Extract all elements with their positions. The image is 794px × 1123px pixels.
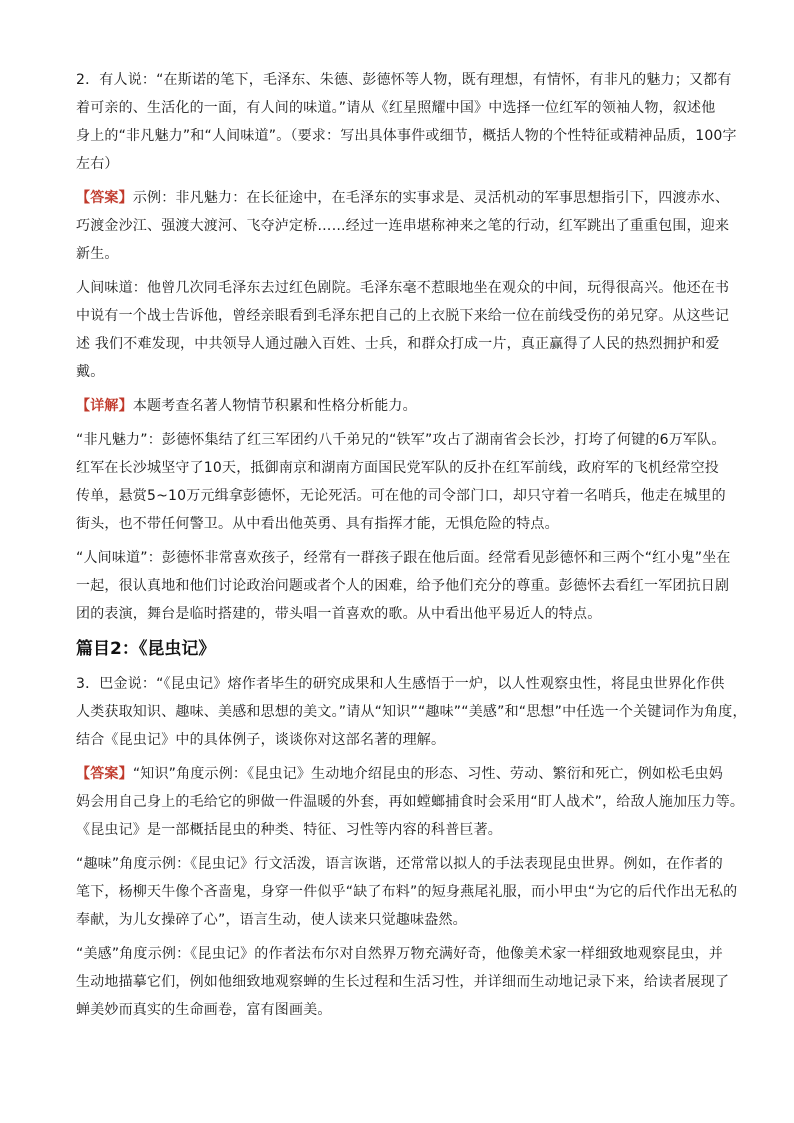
answer-line [76, 184, 730, 212]
detail-line: “人间味道”：彭德怀非常喜欢孩子，经常有一群孩子跟在他后面。经常看见彭德怀和三两个“红小鬼”坐在 [76, 550, 731, 566]
answer-line: 生动地描摹它们，例如他细致地观察蝉的生长过程和生活习性，并详细而生动地记录下来，给读者展现了 [76, 974, 730, 990]
detail-2-part2 [76, 426, 726, 538]
answer-line: 妈会用自己身上的毛给它的卵做一件温暖的外套，再如螳螂捕食时会采用“盯人战术”，给敌人施加压力等。 [76, 794, 745, 810]
answer-3 [76, 760, 745, 844]
answer-line: 《昆虫记》是一部概括昆虫的种类、特征、习性等内容的科普巨著。 [76, 822, 502, 838]
detail-line: 传单，悬赏5~10万元缉拿彭德怀，无论死活。可在他的司令部门口，却只守着一名哨兵，他走在城里的 [76, 488, 726, 504]
question-line: 人类获取知识、趣味、美感和思想的美文。”请从“知识”“趣味”“美感”和“思想”中任选一个关键词作为角度， [76, 704, 747, 720]
answer-line: 新生。 [76, 246, 119, 262]
question-line: 3．巴金说：“《昆虫记》熔作者毕生的研究成果和人生感悟于一炉，以人性观察虫性，将昆虫世界化作供 [76, 676, 725, 692]
detail-2 [76, 392, 726, 420]
answer-line: 戴。 [76, 364, 105, 380]
answer-2 [76, 184, 730, 268]
detail-line: “非凡魅力”：彭德怀集结了红三军团约八千弟兄的“铁军”攻占了湖南省会长沙，打垮了何键的6万军队。 [76, 432, 726, 448]
question-line: 着可亲的、生活化的一面，有人间的味道。”请从《红星照耀中国》中选择一位红军的领袖人物，叙述他 [76, 100, 716, 116]
answer-tag: 【答案】 [76, 766, 133, 782]
section-title: 篇目2：《昆虫记》 [76, 639, 216, 659]
answer-2-part2 [76, 274, 730, 386]
question-line: 左右） [76, 156, 119, 172]
answer-tag: 【答案】 [76, 190, 133, 206]
answer-text: 示例：非凡魅力：在长征途中，在毛泽东的实事求是、灵活机动的军事思想指引下，四渡赤水、 [132, 190, 730, 206]
detail-line: 红军在长沙城坚守了10天，抵御南京和湖南方面国民党军队的反扑在红军前线，政府军的飞机经常空投 [76, 460, 720, 476]
answer-line [76, 760, 726, 788]
question-line: 结合《昆虫记》中的具体例子，谈谈你对这部名著的理解。 [76, 732, 446, 748]
answer-line: 人间味道：他曾几次同毛泽东去过红色剧院。毛泽东毫不惹眼地坐在观众的中间，玩得很高兴。他还在书 [76, 280, 730, 296]
detail-2-part3 [76, 544, 731, 628]
detail-line: 街头，也不带任何警卫。从中看出他英勇、具有指挥才能，无惧危险的特点。 [76, 516, 559, 532]
question-2 [76, 66, 737, 178]
answer-line: 述 我们不难发现，中共领导人通过融入百姓、士兵，和群众打成一片，真正赢得了人民的热烈拥护和爱 [76, 336, 720, 352]
answer-line: 巧渡金沙江、强渡大渡河、飞夺泸定桥……经过一连串堪称神来之笔的行动，红军跳出了重重包围，迎来 [76, 218, 730, 234]
answer-line: 奉献，为儿女操碎了心”，语言生动，使人读来只觉趣味盎然。 [76, 912, 467, 928]
detail-line [76, 392, 726, 420]
question-line: 身上的“非凡魅力”和“人间味道”。（要求：写出具体事件或细节，概括人物的个性特征或精神品质，100字 [76, 128, 737, 144]
document-page [76, 66, 747, 1030]
detail-tag: 【详解】 [76, 398, 133, 414]
detail-line: 一起，很认真地和他们讨论政治问题或者个人的困难，给予他们充分的尊重。彭德怀去看红一军团抗日剧 [76, 578, 730, 594]
answer-line: 蝉美妙而真实的生命画卷，富有图画美。 [76, 1002, 332, 1018]
question-3 [76, 670, 747, 754]
answer-line: 笔下，杨柳天牛像个吝啬鬼，身穿一件似乎“缺了布料”的短身燕尾礼服，而小甲虫“为它的后代作出无私的 [76, 884, 738, 900]
detail-text: 本题考查名著人物情节积累和性格分析能力。 [132, 398, 417, 414]
question-line: 2．有人说：“在斯诺的笔下，毛泽东、朱德、彭德怀等人物，既有理想，有情怀，有非凡的魅力；又都有 [76, 72, 732, 88]
answer-3-part2 [76, 850, 738, 934]
answer-line: 中说有一个战士告诉他，曾经亲眼看到毛泽东把自己的上衣脱下来给一位在前线受伤的弟兄穿。从这些记 [76, 308, 730, 324]
answer-3-part3 [76, 940, 730, 1024]
detail-line: 团的表演，舞台是临时搭建的，带头唱一首喜欢的歌。从中看出他平易近人的特点。 [76, 606, 602, 622]
answer-line: “美感”角度示例：《昆虫记》的作者法布尔对自然界万物充满好奇，他像美术家一样细致地观察昆虫，并 [76, 946, 723, 962]
answer-text: “知识”角度示例：《昆虫记》生动地介绍昆虫的形态、习性、劳动、繁衍和死亡，例如松毛虫妈 [132, 766, 723, 782]
answer-line: “趣味”角度示例：《昆虫记》行文活泼，语言诙谐，还常常以拟人的手法表现昆虫世界。例如，在作者的 [76, 856, 723, 872]
